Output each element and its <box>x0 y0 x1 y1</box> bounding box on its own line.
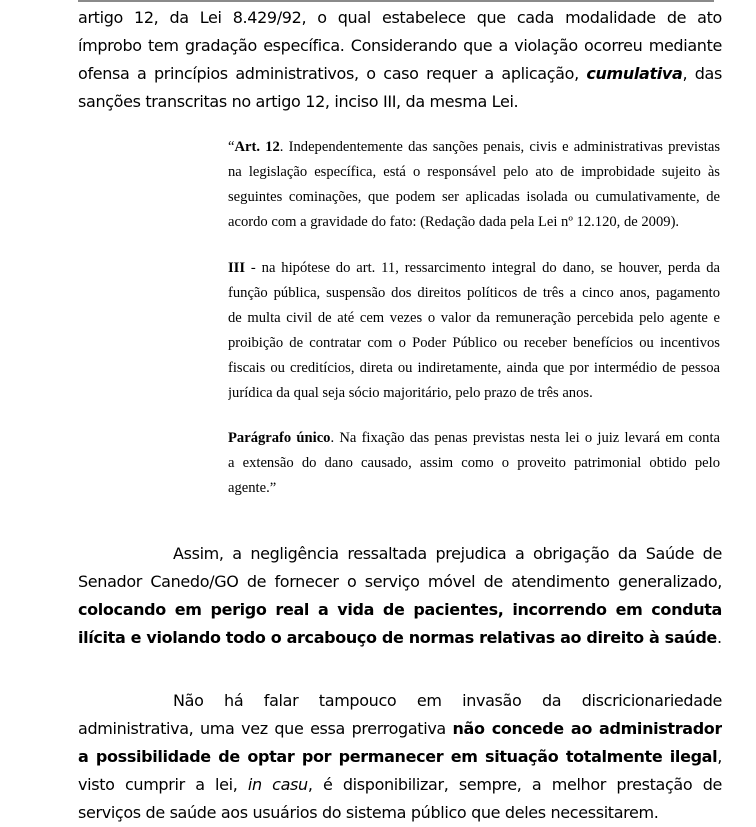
text-line <box>78 624 722 652</box>
legal-quote-paragrafo <box>228 426 720 501</box>
quote-line: na legislação específica, está o responsável pelo ato de improbidade sujeito às <box>228 164 720 180</box>
text-run: administrativa, uma vez que essa prerrogativa <box>78 719 453 738</box>
emphasis-cumulativa: cumulativa <box>586 64 683 83</box>
bold-run: colocando em perigo real a vida de pacientes, incorrendo em conduta <box>78 600 722 619</box>
quote-line: função pública, suspensão dos direitos políticos de três a cinco anos, pagamento <box>228 285 720 301</box>
quote-line: seguintes cominações, que podem ser aplicadas isolada ou cumulativamente, de <box>228 189 720 205</box>
text-line: serviços de saúde aos usuários do sistema público que deles necessitarem. <box>78 803 659 822</box>
quote-line: de multa civil de até cem vezes o valor da remuneração percebida pelo agente e <box>228 310 720 326</box>
text-run: visto cumprir a lei, <box>78 775 248 794</box>
bold-run: não concede ao administrador <box>452 719 722 738</box>
text-line: Senador Canedo/GO de fornecer o serviço móvel de atendimento generalizado, <box>78 572 722 591</box>
quote-line <box>228 256 720 281</box>
quote-line: proibição de contratar com o Poder Público ou receber benefícios ou incentivos <box>228 335 720 351</box>
paragraph-intro <box>78 4 722 116</box>
paragraph-negligencia <box>78 540 722 652</box>
text-line: sanções transcritas no artigo 12, inciso III, da mesma Lei. <box>78 92 519 111</box>
text-line: Não há falar tampouco em invasão da discricionariedade <box>173 691 722 710</box>
text-line <box>78 771 722 799</box>
text-run: . <box>716 628 722 647</box>
text-line: artigo 12, da Lei 8.429/92, o qual estabelece que cada modalidade de ato <box>78 8 722 27</box>
italic-run: in casu <box>247 775 308 794</box>
paragrafo-label: Parágrafo único <box>228 430 331 446</box>
legal-quote-inciso <box>228 256 720 406</box>
text-run: , é disponibilizar, sempre, a melhor prestação de <box>307 775 722 794</box>
article-label: Art. 12 <box>234 139 280 155</box>
bold-run: ilícita e violando todo o arcabouço de normas relativas ao direito à saúde <box>78 628 717 647</box>
text-run: , <box>717 747 722 766</box>
legal-quote-block <box>228 135 720 235</box>
text-run: - na hipótese do art. 11, ressarcimento integral do dano, se houver, perda da <box>245 260 720 276</box>
text-run: . Independentemente das sanções penais, civis e administrativas previstas <box>279 139 720 155</box>
text-line <box>78 60 722 88</box>
quote-line: jurídica da qual seja sócio majoritário, pelo prazo de três anos. <box>228 385 593 401</box>
quote-line: acordo com a gravidade do fato: (Redação dada pela Lei nº 12.120, de 2009). <box>228 214 680 230</box>
quote-line <box>228 426 720 451</box>
text-line <box>78 715 722 743</box>
quote-line: fiscais ou creditícios, direta ou indiretamente, ainda que por intermédio de pessoa <box>228 360 720 376</box>
open-quote-mark: “ <box>228 139 235 155</box>
quote-line: a extensão do dano causado, assim como o proveito patrimonial obtido pelo <box>228 455 720 471</box>
text-line: ímprobo tem gradação específica. Considerando que a violação ocorreu mediante <box>78 36 722 55</box>
inciso-label: III <box>228 260 246 276</box>
text-line: Assim, a negligência ressaltada prejudica a obrigação da Saúde de <box>173 544 722 563</box>
paragraph-discricionariedade <box>78 687 722 827</box>
text-run: , das <box>682 64 722 83</box>
quote-line: agente.” <box>228 480 277 496</box>
quote-line <box>228 135 720 160</box>
text-line <box>78 596 722 624</box>
text-run: ofensa a princípios administrativos, o caso requer a aplicação, <box>78 64 587 83</box>
text-run: . Na fixação das penas previstas nesta lei o juiz levará em conta <box>330 430 720 446</box>
bold-run: a possibilidade de optar por permanecer em situação totalmente ilegal <box>78 747 718 766</box>
text-line <box>78 743 722 771</box>
page-top-rule <box>78 0 714 2</box>
